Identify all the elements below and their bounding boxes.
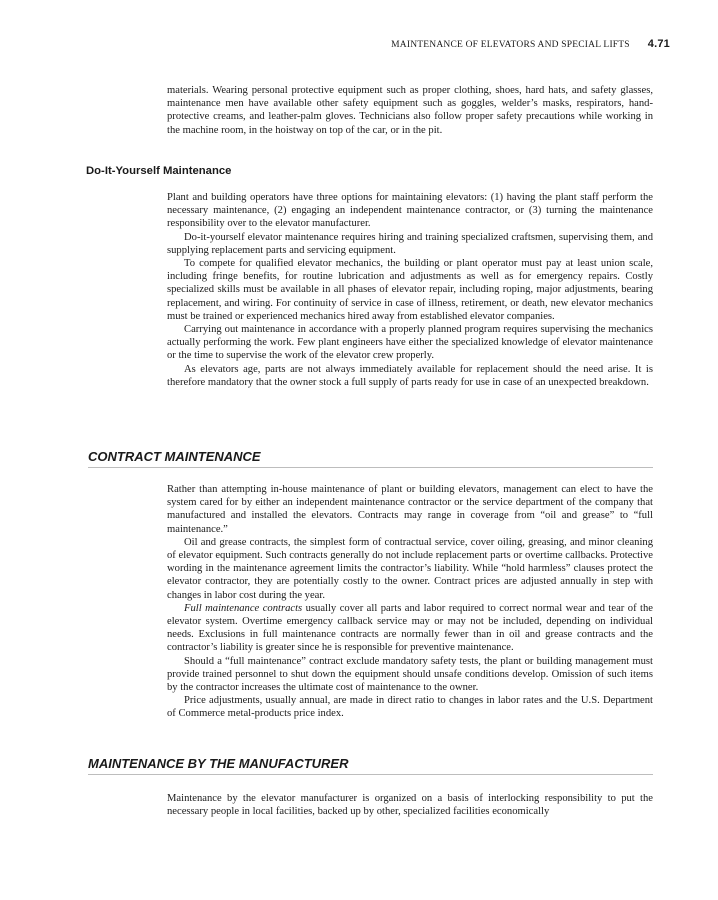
manufacturer-text — [167, 792, 653, 818]
paragraph-rest: usually cover all parts and labor required to correct normal wear and tear of the elevator system. Overtime emergency callback service may or may not be included, depending on individual needs. Exclusions in full maintenance contracts are normally fewer than in oil and grease contracts and the contractor’s liability is greater since he is responsible for preventive maintenance. — [167, 602, 654, 654]
contract-text — [167, 483, 653, 721]
paragraph: Oil and grease contracts, the simplest form of contractual service, cover oiling, greasing, and minor cleaning of elevator equipment. Such contracts generally do not include replacement parts or overtime callbacks. Protective wording in the maintenance agreement limits the contractor’s liability. While “hold harmless” clauses protect the elevator contractor, they are potentially costly to the owner. Contract prices are adjusted annually in step with changes in labor cost during the year. — [167, 536, 653, 601]
paragraph: materials. Wearing personal protective equipment such as proper clothing, shoes, hard hats, and safety glasses, maintenance men have available other safety equipment such as goggles, welder’s masks, respirators, hand-protective creams, and leather-palm gloves. Technicians also follow proper safety precautions while working in the machine room, in the hoistway on top of the car, or in the pit. — [167, 85, 653, 136]
paragraph: Should a “full maintenance” contract exclude mandatory safety tests, the plant or building management must provide trained personnel to shut down the equipment should unsafe conditions develop. Omission of such items by the contractor increases the ultimate cost of maintenance to the owner. — [167, 655, 653, 694]
paragraph: Do-it-yourself elevator maintenance requires hiring and training specialized craftsmen, supervising them, and supplying replacement parts and servicing equipment. — [167, 231, 653, 256]
paragraph — [167, 602, 653, 655]
paragraph: Price adjustments, usually annual, are made in direct ratio to changes in labor rates and the U.S. Department of Commerce metal-products price index. — [167, 695, 653, 720]
running-title: MAINTENANCE OF ELEVATORS AND SPECIAL LIFTS — [391, 40, 630, 50]
manufacturer-maintenance-heading: MAINTENANCE BY THE MANUFACTURER — [88, 756, 653, 775]
paragraph: Rather than attempting in-house maintenance of plant or building elevators, management can elect to have the system cared for by either an independent maintenance contractor or the service department of the company that manufactured and installed the elevators. Contracts may range in coverage from “oil and grease” to “full maintenance.” — [167, 484, 653, 535]
italic-term: Full maintenance contracts — [184, 602, 303, 614]
paragraph: To compete for qualified elevator mechanics, the building or plant operator must pay at least union scale, including fringe benefits, for routine lubrication and adjustments as well as for emergency repairs. Costly specialized skills must be available in all phases of elevator repair, including roping, major adjustments, bearing replacement, and wiring. For continuity of service in case of illness, retirement, or death, new elevator mechanics must be trained or experienced mechanics hired away from established elevator companies. — [167, 258, 653, 322]
paragraph: Plant and building operators have three options for maintaining elevators: (1) having the plant staff perform the necessary maintenance, (2) engaging an independent maintenance contractor, or (3) turning the maintenance responsibility over to the elevator manufacturer. — [167, 192, 653, 230]
contract-maintenance-heading: CONTRACT MAINTENANCE — [88, 449, 653, 468]
page-number: 4.71 — [647, 38, 670, 50]
diy-heading: Do-It-Yourself Maintenance — [86, 165, 232, 177]
paragraph: Carrying out maintenance in accordance with a properly planned program requires supervising the mechanics actually performing the work. Few plant engineers have either the specialized knowledge of elevator maintenance or the time to supervise the work of the elevator crew properly. — [167, 324, 653, 362]
paragraph: As elevators age, parts are not always immediately available for replacement should the need arise. It is therefore mandatory that the owner stock a full supply of parts ready for use in case of an unexpected breakdown. — [167, 363, 653, 388]
running-header — [384, 38, 670, 50]
paragraph: Maintenance by the elevator manufacturer is organized on a basis of interlocking responsibility to put the necessary people in local facilities, backed up by other, specialized facilities economically — [167, 793, 653, 818]
intro-text — [167, 84, 653, 137]
diy-text — [167, 191, 653, 389]
